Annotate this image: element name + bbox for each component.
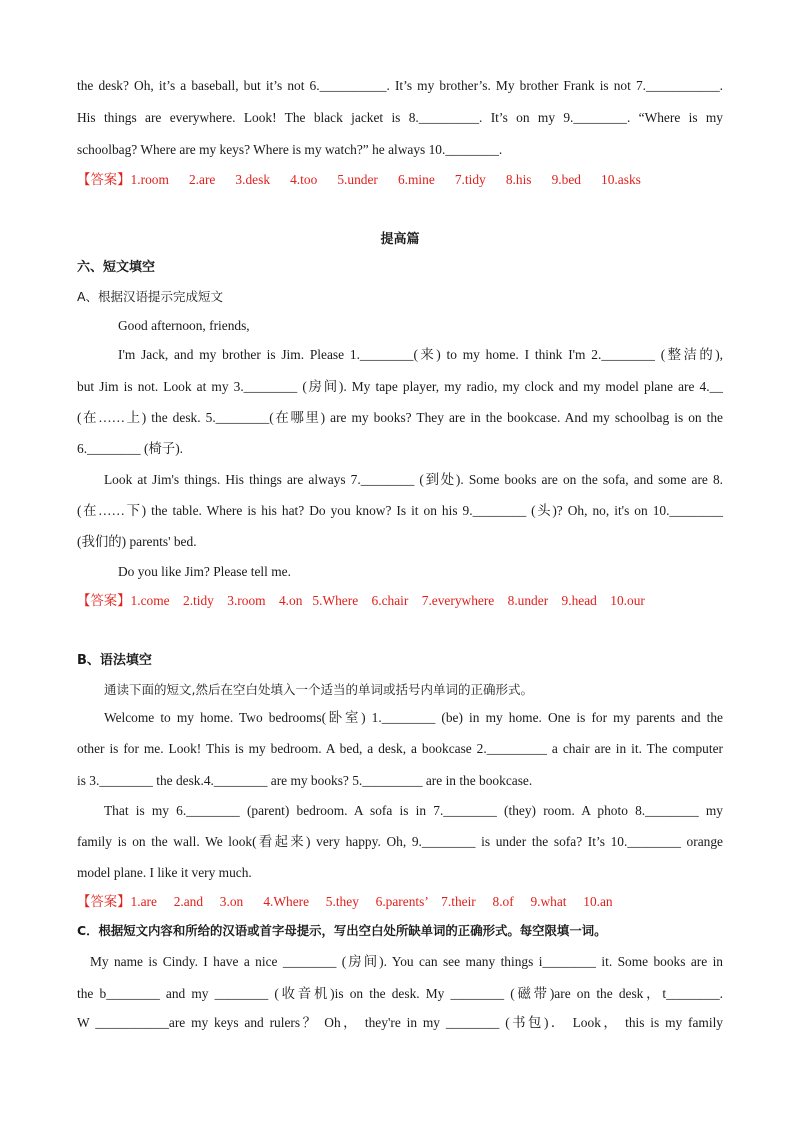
text-line: 6.________ (椅子). — [77, 441, 184, 456]
text-line: (我们的) parents' bed. — [77, 534, 197, 549]
text-line: model plane. I like it very much. — [77, 865, 252, 880]
instruction-line: 通读下面的短文,然后在空白处填入一个适当的单词或括号内单词的正确形式。 — [104, 682, 533, 697]
text-line: My name is Cindy. I have a nice ________ (房间). You can see many things i________ it. Some books are in — [90, 954, 723, 969]
text-line: schoolbag? Where are my keys? Where is my watch?” he always 10.________. — [77, 142, 503, 157]
text-line: W ___________are my keys and rulers？ Oh， they're in my ________ (书包)． Look， this is my family — [77, 1015, 723, 1030]
text-line: but Jim is not. Look at my 3.________ (房间). My tape player, my radio, my clock and my model plane are 4.__ — [77, 379, 723, 394]
text-line: the desk? Oh, it’s a baseball, but it’s not 6.__________. It’s my brother’s. My brother Frank is not 7.___________. — [77, 78, 723, 93]
text-line: is 3.________ the desk.4.________ are my books? 5._________ are in the bookcase. — [77, 773, 533, 788]
section-heading: 六、短文填空 — [77, 260, 156, 275]
text-line: I'm Jack, and my brother is Jim. Please 1.________(来) to my home. I think I'm 2.________ (整洁的), — [118, 347, 723, 362]
text-line: Welcome to my home. Two bedrooms(卧室) 1.________ (be) in my home. One is for my parents and the — [104, 710, 723, 725]
answer-line: 【答案】1.room 2.are 3.desk 4.too 5.under 6.mine 7.tidy 8.his 9.bed 10.asks — [77, 172, 641, 187]
text-line: family is on the wall. We look(看起来) very happy. Oh, 9.________ is under the sofa? It’s 10.________ orange — [77, 834, 723, 849]
text-line: (在……上) the desk. 5.________(在哪里) are my books? They are in the bookcase. And my schoolbag is on the — [77, 410, 723, 425]
subsection-heading: C．根据短文内容和所给的汉语或首字母提示，写出空白处所缺单词的正确形式。每空限填一词。 — [77, 923, 607, 938]
text-line: That is my 6.________ (parent) bedroom. A sofa is in 7.________ (they) room. A photo 8.________ my — [104, 803, 723, 818]
text-line: other is for me. Look! This is my bedroom. A bed, a desk, a bookcase 2._________ a chair are in it. The computer — [77, 741, 723, 756]
answer-line: 【答案】1.come 2.tidy 3.room 4.on 5.Where 6.chair 7.everywhere 8.under 9.head 10.our — [77, 593, 645, 608]
subsection-heading: B、语法填空 — [77, 653, 152, 668]
text-line: Look at Jim's things. His things are always 7.________ (到处). Some books are on the sofa, and some are 8. — [104, 472, 723, 487]
text-line: (在……下) the table. Where is his hat? Do you know? Is it on his 9.________ (头)? Oh, no, it's on 10.________ — [77, 503, 723, 518]
text-line: the b________ and my ________ (收音机)is on the desk. My ________ (磁带)are on the desk，t________. — [77, 986, 723, 1001]
subsection-heading: A、根据汉语提示完成短文 — [77, 289, 224, 304]
section-title: 提高篇 — [380, 232, 420, 247]
text-line: Do you like Jim? Please tell me. — [118, 564, 291, 579]
text-line: His things are everywhere. Look! The black jacket is 8._________. It’s on my 9.________. “Where is my — [77, 110, 723, 125]
text-line: Good afternoon, friends, — [118, 318, 250, 333]
answer-line: 【答案】1.are 2.and 3.on 4.Where 5.they 6.parents’ 7.their 8.of 9.what 10.an — [77, 894, 613, 909]
